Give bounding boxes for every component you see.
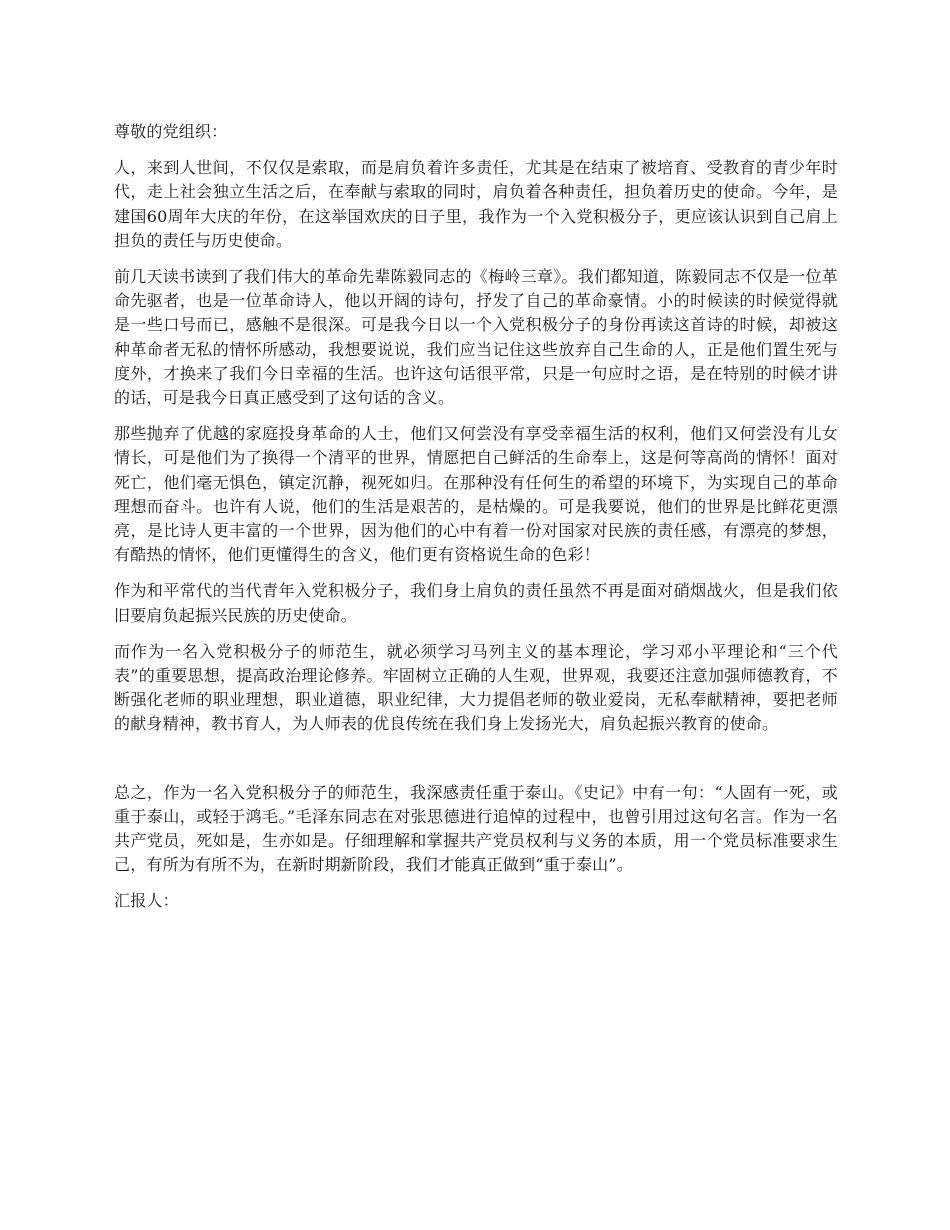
salutation: 尊敬的党组织： [114, 122, 228, 141]
paragraph-3: 那些抛弃了优越的家庭投身革命的人士，他们又何尝没有享受幸福生活的权利，他们又何尝没有儿女情长，可是他们为了换得一个清平的世界，情愿把自己鲜活的生命奉上，这是何等高尚的情怀！面对死亡，他们毫无惧色，镇定沉静，视死如归。在那种没有任何生的希望的环境下，为实现自己的革命理想而奋斗。也许有人说，他们的生活是艰苦的，是枯燥的。可是我要说，他们的世界是比鲜花更漂亮，是比诗人更丰富的一个世界，因为他们的心中有着一份对国家对民族的责任感，有漂亮的梦想，有酷热的情怀，他们更懂得生的含义，他们更有资格说生命的色彩！ [114, 424, 838, 565]
paragraph-4: 作为和平常代的当代青年入党积极分子，我们身上肩负的责任虽然不再是面对硝烟战火，但是我们依旧要肩负起振兴民族的历史使命。 [114, 581, 838, 625]
paragraph-1: 人，来到人世间，不仅仅是索取，而是肩负着许多责任，尤其是在结束了被培育、受教育的青少年时代，走上社会独立生活之后，在奉献与索取的同时，肩负着各种责任，担负着历史的使命。今年，是建国60周年大庆的年份，在这举国欢庆的日子里，我作为一个入党积极分子，更应该认识到自己肩上担负的责任与历史使命。 [114, 158, 838, 250]
signature: 汇报人： [114, 891, 179, 911]
paragraph-5: 而作为一名入党积极分子的师范生，就必须学习马列主义的基本理论，学习邓小平理论和“三个代表”的重要思想，提高政治理论修养。牢固树立正确的人生观，世界观，我要还注意加强师德教育，不断强化老师的职业理想，职业道德，职业纪律，大力提倡老师的敬业爱岗，无私奉献精神，要把老师的献身精神，教书育人，为人师表的优良传统在我们身上发扬光大，肩负起振兴教育的使命。 [114, 641, 838, 734]
paragraph-6: 总之，作为一名入党积极分子的师范生，我深感责任重于泰山。《史记》中有一句：“人固有一死，或重于泰山，或轻于鸿毛。”毛泽东同志在对张思德进行追悼的过程中，也曾引用过这句名言。作为一名共产党员，死如是，生亦如是。仔细理解和掌握共产党员权利与义务的本质，用一个党员标准要求生己，有所为有所不为，在新时期新阶段，我们才能真正做到“重于泰山”。 [114, 782, 838, 875]
blank-line [114, 749, 838, 781]
paragraph-2: 前几天读书读到了我们伟大的革命先辈陈毅同志的《梅岭三章》。我们都知道，陈毅同志不仅是一位革命先驱者，也是一位革命诗人，他以开阔的诗句，抒发了自己的革命豪情。小的时候读的时候觉得就是一些口号而已，感触不是很深。可是我今日以一个入党积极分子的身份再读这首诗的时候，却被这种革命者无私的情怀所感动，我想要说说，我们应当记住这些放弃自己生命的人，正是他们置生死与度外，才换来了我们今日幸福的生活。也许这句话很平常，只是一句应时之语，是在特别的时候才讲的话，可是我今日真正感受到了这句话的含义。 [114, 267, 838, 408]
document-page [114, 120, 838, 926]
